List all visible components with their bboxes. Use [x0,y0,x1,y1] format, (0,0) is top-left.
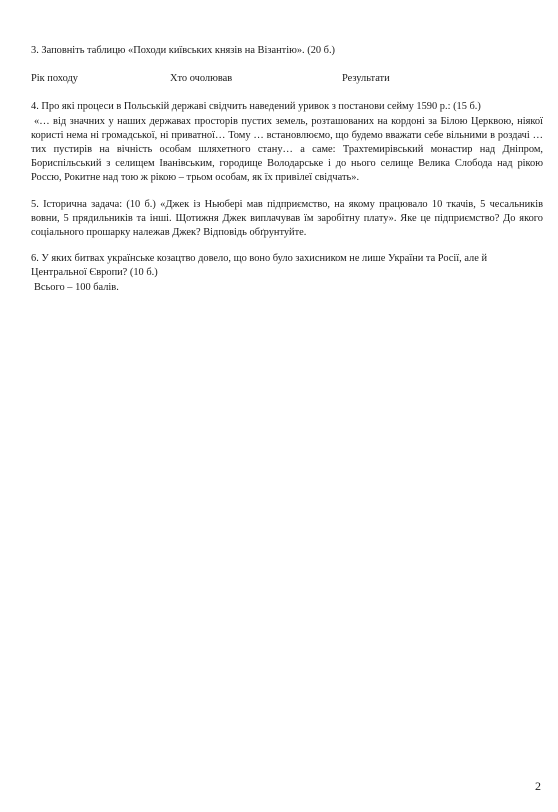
total-score: Всього – 100 балів. [34,281,119,293]
task-5 [31,198,543,241]
task-4 [31,100,543,185]
table-header-row [31,72,543,86]
table-column-results: Результати [342,73,390,85]
task-3-text: 3. Заповніть таблицю «Походи київських князів на Візантію». (20 б.) [31,45,336,56]
task-3 [31,44,543,86]
table-column-year: Рік походу [31,73,78,85]
task-6-text: 6. У яких битвах українське козацтво довело, що воно було захисником не лише України та Росії, але й Центральної Європи? (10 б.) [31,253,488,279]
task-4-question: 4. Про які процеси в Польській державі свідчить наведений уривок з постанови сейму 1590 р.: (15 б.) [31,101,481,113]
task-4-quote: «… від значних у наших державах просторів пустих земель, розташованих на кордоні за Білою Церквою, ніякої користі нема ні громадської, ні приватної… Тому … встановлюємо, що будемо вважати себе вільними в роздачі … тих пустирів на вічність особам шляхетного стану… а саме: Трахтемирівський монастир над Дніпром, Бориспільський з селищем Іванівським, городище Володарське і до нього селище Велика Слобода над рікою Россю, Рокитне над тою ж рікою – трьом особам, як їх привілеї свідчать». [31,115,543,184]
table-column-leader: Хто очолював [170,73,233,85]
task-5-text: 5. Історична задача: (10 б.) «Джек із Ньюбері мав підприємство, на якому працювало 10 ткачів, 5 чесальників вовни, 5 прядильників та інші. Щотижня Джек виплачував їм заробітну плату». Яке це підприємство? До якого соціального прошарку належав Джек? Відповідь обґрунтуйте. [31,198,543,239]
document-content [31,44,543,307]
page-number: 2 [535,779,541,793]
task-6 [31,252,543,295]
